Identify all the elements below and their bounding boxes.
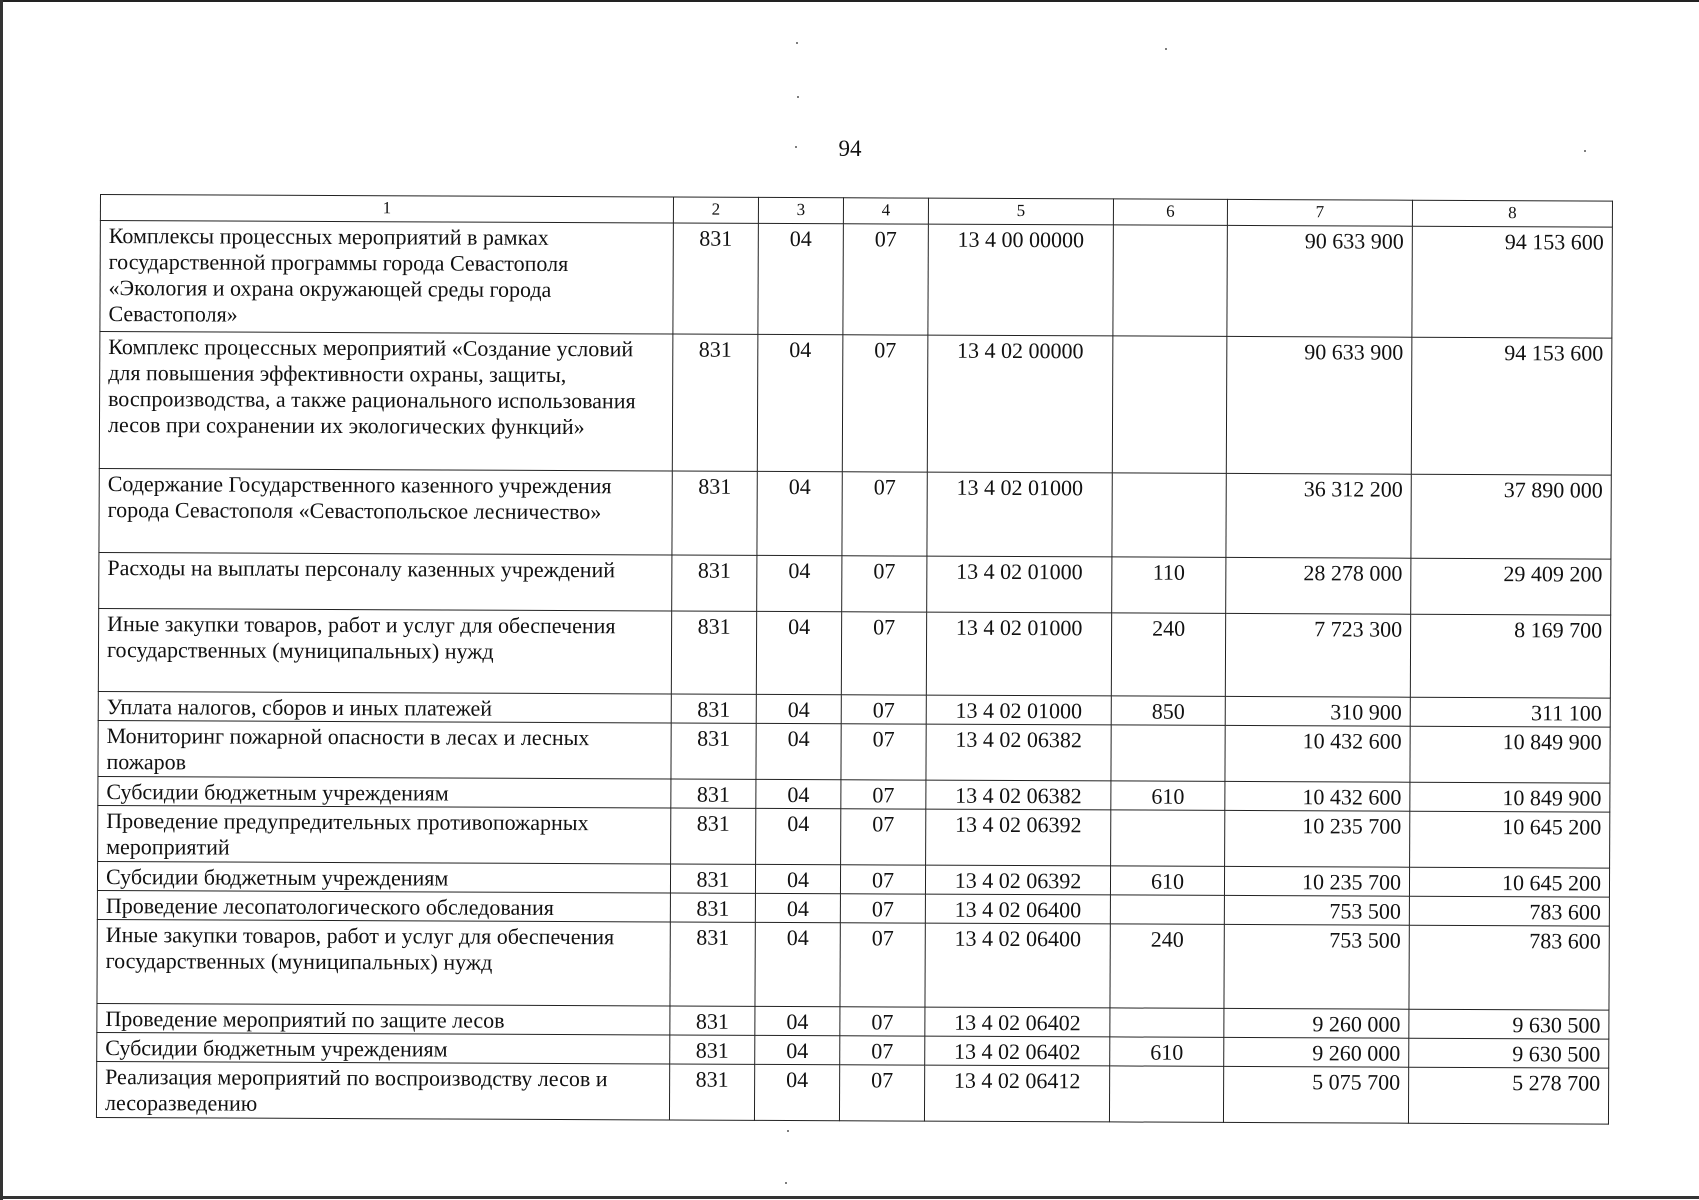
- row-amount-7-cell: 310 900: [1225, 696, 1410, 726]
- row-amount-7-cell: 10 432 600: [1225, 725, 1410, 782]
- row-code-5-cell: 13 4 02 06400: [925, 923, 1110, 1008]
- row-amount-8-cell: 94 153 600: [1412, 226, 1612, 338]
- row-code-4-cell: 07: [841, 724, 926, 780]
- row-code-5-cell: 13 4 00 00000: [928, 224, 1113, 336]
- table-row: [97, 919, 1609, 1010]
- row-amount-8-cell: 10 645 200: [1410, 811, 1610, 868]
- row-code-5-cell: 13 4 02 06402: [925, 1036, 1110, 1066]
- row-code-4-cell: 07: [841, 612, 926, 695]
- row-code-3-cell: 04: [756, 723, 841, 779]
- row-code-2-cell: 831: [673, 223, 758, 334]
- row-amount-7-cell: 90 633 900: [1226, 336, 1412, 474]
- row-name-cell: Уплата налогов, сборов и иных платежей: [98, 691, 671, 722]
- column-header: 7: [1227, 199, 1412, 226]
- row-code-5-cell: 13 4 02 01000: [927, 556, 1112, 613]
- row-amount-7-cell: 90 633 900: [1227, 225, 1412, 337]
- row-code-3-cell: 04: [757, 334, 843, 471]
- table-row: [99, 468, 1611, 559]
- row-code-2-cell: 831: [670, 893, 755, 922]
- row-code-4-cell: 07: [842, 556, 927, 612]
- row-code-2-cell: 831: [671, 779, 756, 808]
- row-code-5-cell: 13 4 02 00000: [927, 335, 1113, 473]
- row-code-2-cell: 831: [671, 723, 756, 779]
- row-amount-8-cell: 783 600: [1409, 925, 1609, 1010]
- column-header: 4: [843, 198, 928, 224]
- scan-edge-top: [0, 0, 1699, 2]
- row-name-cell: Субсидии бюджетным учреждениям: [97, 1032, 670, 1064]
- row-code-4-cell: 07: [840, 923, 925, 1007]
- column-header: 1: [100, 195, 673, 223]
- row-name-cell: Проведение мероприятий по защите лесов: [97, 1003, 670, 1034]
- row-code-6-cell: 850: [1111, 696, 1225, 725]
- row-code-2-cell: 831: [671, 694, 756, 723]
- row-amount-7-cell: 36 312 200: [1226, 473, 1411, 558]
- row-code-4-cell: 07: [840, 865, 925, 894]
- row-amount-7-cell: 9 260 000: [1224, 1008, 1409, 1038]
- table-row: [98, 720, 1610, 783]
- row-amount-8-cell: 37 890 000: [1411, 474, 1611, 559]
- row-amount-7-cell: 7 723 300: [1225, 613, 1410, 697]
- row-name-cell: Расходы на выплаты персоналу казенных учреждений: [99, 552, 672, 610]
- scan-speck: [785, 1182, 787, 1184]
- row-name-cell: Комплекс процессных мероприятий «Создание условий для повышения эффективности охраны, защиты, воспроизводства, а также рационального использования лесов при сохранении их экологических функций»: [99, 332, 673, 471]
- row-code-3-cell: 04: [755, 1006, 840, 1035]
- row-code-5-cell: 13 4 02 06392: [925, 865, 1110, 895]
- row-name-cell: Проведение предупредительных противопожарных мероприятий: [98, 805, 671, 863]
- row-amount-7-cell: 753 500: [1224, 924, 1409, 1009]
- row-code-5-cell: 13 4 02 06382: [926, 780, 1111, 810]
- page-number: 94: [838, 136, 862, 161]
- row-code-4-cell: 07: [841, 809, 926, 865]
- row-code-2-cell: 831: [670, 864, 755, 893]
- row-code-2-cell: 831: [672, 555, 757, 611]
- row-code-3-cell: 04: [756, 694, 841, 723]
- row-name-cell: Иные закупки товаров, работ и услуг для обеспечения государственных (муниципальных) нужд: [98, 608, 671, 693]
- row-code-6-cell: 240: [1110, 924, 1224, 1008]
- row-code-3-cell: 04: [757, 555, 842, 611]
- row-code-6-cell: [1110, 1008, 1224, 1037]
- row-code-4-cell: 07: [841, 780, 926, 809]
- row-amount-8-cell: 10 849 900: [1410, 782, 1610, 812]
- column-header: 8: [1412, 200, 1612, 227]
- row-amount-8-cell: 783 600: [1409, 896, 1609, 926]
- row-code-2-cell: 831: [670, 1006, 755, 1035]
- row-name-cell: Иные закупки товаров, работ и услуг для обеспечения государственных (муниципальных) нужд: [97, 919, 670, 1005]
- row-code-6-cell: [1113, 225, 1227, 336]
- row-name-cell: Мониторинг пожарной опасности в лесах и лесных пожаров: [98, 720, 671, 778]
- row-code-6-cell: 610: [1110, 1037, 1224, 1066]
- scan-speck: [1165, 48, 1167, 50]
- row-name-cell: Содержание Государственного казенного учреждения города Севастополя «Севастопольское лесничество»: [99, 468, 672, 554]
- row-amount-7-cell: 10 432 600: [1225, 781, 1410, 811]
- row-amount-7-cell: 753 500: [1224, 895, 1409, 925]
- row-code-5-cell: 13 4 02 01000: [926, 695, 1111, 725]
- row-code-6-cell: [1112, 473, 1226, 557]
- scan-speck: [796, 42, 798, 44]
- row-name-cell: Субсидии бюджетным учреждениям: [98, 776, 671, 807]
- row-code-4-cell: 07: [842, 335, 928, 472]
- table-row: [99, 332, 1612, 476]
- row-amount-7-cell: 9 260 000: [1224, 1037, 1409, 1067]
- row-amount-8-cell: 9 630 500: [1409, 1009, 1609, 1039]
- column-header: 3: [758, 197, 843, 223]
- row-amount-8-cell: 9 630 500: [1409, 1038, 1609, 1068]
- row-code-5-cell: 13 4 02 06400: [925, 894, 1110, 924]
- row-code-5-cell: 13 4 02 06382: [926, 724, 1111, 781]
- row-code-2-cell: 831: [670, 1035, 755, 1064]
- row-code-2-cell: 831: [671, 808, 756, 864]
- row-code-5-cell: 13 4 02 06412: [924, 1065, 1109, 1122]
- row-code-6-cell: 610: [1111, 781, 1225, 810]
- row-amount-8-cell: 311 100: [1410, 697, 1610, 727]
- row-code-5-cell: 13 4 02 06402: [925, 1007, 1110, 1037]
- scan-speck: [787, 1130, 789, 1132]
- table-row: [96, 1061, 1608, 1124]
- row-name-cell: Проведение лесопатологического обследования: [97, 890, 670, 921]
- row-amount-8-cell: 29 409 200: [1411, 558, 1611, 615]
- scan-speck: [795, 146, 797, 148]
- row-code-6-cell: 110: [1112, 557, 1226, 613]
- table-row: [98, 805, 1610, 868]
- row-code-5-cell: 13 4 02 01000: [926, 612, 1111, 696]
- row-code-2-cell: 831: [669, 1064, 754, 1120]
- row-code-3-cell: 04: [755, 922, 840, 1006]
- scan-speck: [797, 96, 799, 98]
- row-name-cell: Субсидии бюджетным учреждениям: [97, 861, 670, 892]
- row-amount-8-cell: 5 278 700: [1408, 1067, 1608, 1124]
- column-header: 6: [1113, 199, 1227, 225]
- row-code-2-cell: 831: [670, 922, 755, 1006]
- row-code-2-cell: 831: [672, 471, 757, 555]
- column-header: 5: [928, 198, 1113, 225]
- row-amount-7-cell: 28 278 000: [1226, 557, 1411, 614]
- row-amount-7-cell: 10 235 700: [1224, 866, 1409, 896]
- row-code-6-cell: [1111, 725, 1225, 781]
- row-code-3-cell: 04: [755, 893, 840, 922]
- row-code-4-cell: 07: [840, 1007, 925, 1036]
- row-code-3-cell: 04: [754, 1064, 839, 1120]
- row-code-3-cell: 04: [755, 1035, 840, 1064]
- row-code-5-cell: 13 4 02 06392: [926, 809, 1111, 866]
- row-amount-8-cell: 10 645 200: [1409, 867, 1609, 897]
- row-amount-8-cell: 94 153 600: [1411, 337, 1612, 475]
- row-code-4-cell: 07: [840, 1036, 925, 1065]
- row-name-cell: Комплексы процессных мероприятий в рамках государственной программы города Севастополя «Экология и охрана окружающей среды города Севастополя»: [100, 221, 673, 334]
- row-code-4-cell: 07: [841, 695, 926, 724]
- row-code-2-cell: 831: [672, 334, 758, 471]
- row-code-4-cell: 07: [842, 472, 927, 556]
- table-row: [99, 552, 1611, 615]
- scan-edge-bottom: [0, 1196, 1699, 1199]
- column-header: 2: [673, 197, 758, 223]
- row-code-6-cell: [1110, 895, 1224, 924]
- row-code-3-cell: 04: [755, 864, 840, 893]
- budget-table: [96, 194, 1613, 1125]
- row-code-6-cell: [1109, 1066, 1223, 1122]
- row-code-3-cell: 04: [758, 223, 843, 334]
- row-code-3-cell: 04: [756, 611, 841, 694]
- table-row: [98, 608, 1610, 698]
- row-code-4-cell: 07: [839, 1065, 924, 1121]
- row-amount-7-cell: 10 235 700: [1225, 810, 1410, 867]
- scan-speck: [1584, 150, 1586, 152]
- row-amount-7-cell: 5 075 700: [1223, 1066, 1408, 1123]
- scan-edge-left: [0, 0, 3, 1200]
- row-code-2-cell: 831: [671, 611, 756, 694]
- row-amount-8-cell: 8 169 700: [1410, 614, 1610, 698]
- row-name-cell: Реализация мероприятий по воспроизводству лесов и лесоразведению: [96, 1061, 669, 1119]
- row-code-3-cell: 04: [756, 779, 841, 808]
- row-code-6-cell: [1111, 810, 1225, 866]
- row-code-6-cell: [1112, 336, 1227, 473]
- row-code-6-cell: 240: [1111, 613, 1225, 696]
- table-row: [100, 221, 1612, 339]
- row-code-6-cell: 610: [1110, 866, 1224, 895]
- row-code-5-cell: 13 4 02 01000: [927, 472, 1112, 557]
- row-code-4-cell: 07: [843, 224, 928, 335]
- row-code-4-cell: 07: [840, 894, 925, 923]
- row-amount-8-cell: 10 849 900: [1410, 726, 1610, 783]
- row-code-3-cell: 04: [757, 471, 842, 555]
- row-code-3-cell: 04: [756, 808, 841, 864]
